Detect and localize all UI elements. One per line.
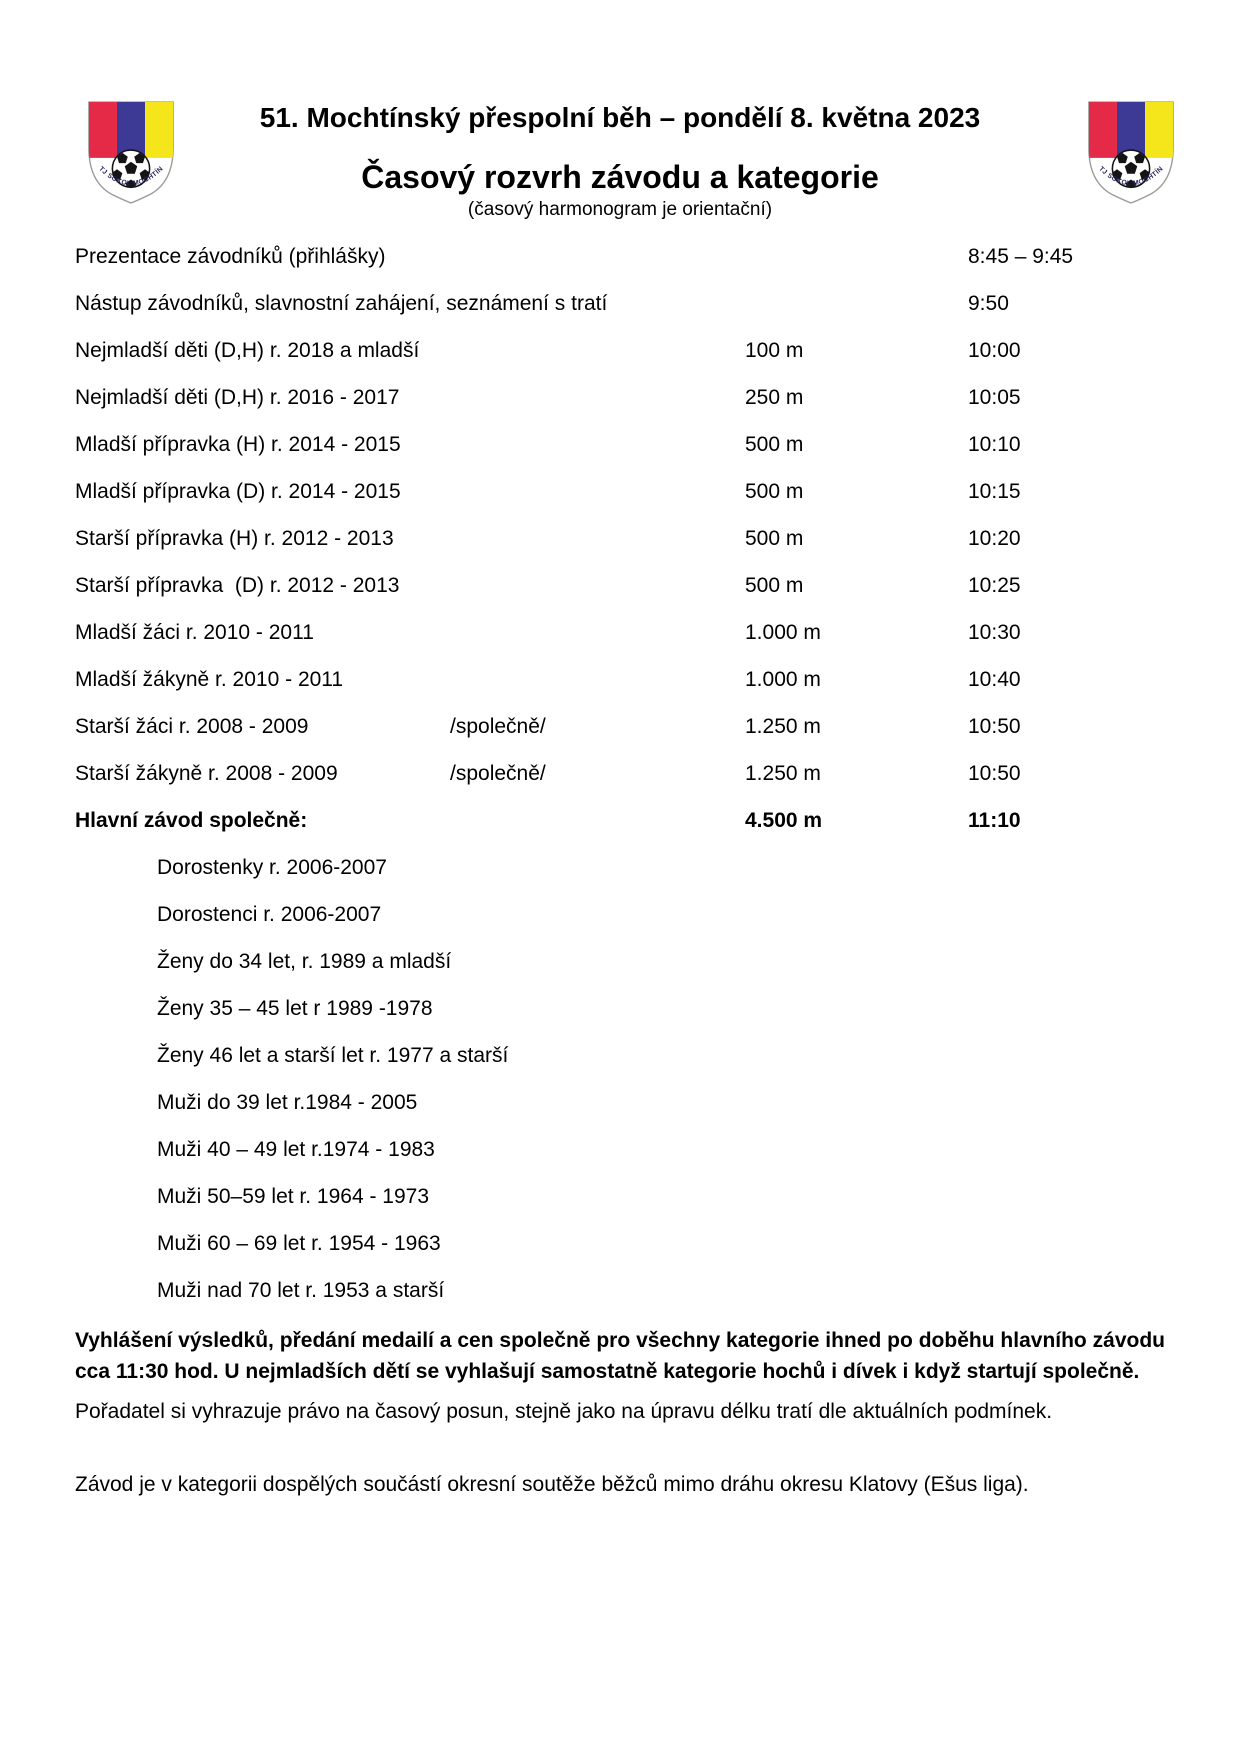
category-item: Ženy 35 – 45 let r 1989 -1978 [157,997,433,1020]
row-distance: 1.250 m [745,762,821,785]
row-time: 10:40 [968,668,1021,691]
schedule-row [75,291,1165,317]
row-time: 8:45 – 9:45 [968,245,1074,268]
schedule-row [75,573,1165,599]
club-name-text: TJ SOKOL MOCHTÍN [1097,165,1165,188]
row-time: 10:30 [968,621,1021,644]
row-label: Starší přípravka (D) r. 2012 - 2013 [75,574,400,597]
category-item: Ženy do 34 let, r. 1989 a mladší [157,950,452,973]
schedule-row [75,479,1165,505]
row-note: /společně/ [450,762,546,785]
row-label: Starší přípravka (H) r. 2012 - 2013 [75,527,394,550]
schedule-row [75,714,1165,740]
row-time: 10:50 [968,715,1021,738]
category-item: Muži nad 70 let r. 1953 a starší [157,1279,445,1302]
schedule-row [75,338,1165,364]
row-distance: 500 m [745,433,804,456]
schedule-row [75,244,1165,270]
category-item: Dorostenci r. 2006-2007 [157,903,382,926]
row-time: 9:50 [968,292,1009,315]
row-label: Prezentace závodníků (přihlášky) [75,245,386,268]
category-item: Ženy 46 let a starší let r. 1977 a starší [157,1044,509,1067]
schedule-row-main-race [75,808,1165,834]
schedule-row [75,667,1165,693]
schedule-row [75,761,1165,787]
row-distance: 4.500 m [745,809,823,832]
row-distance: 500 m [745,574,804,597]
club-badge-icon [82,97,180,207]
row-distance: 500 m [745,480,804,503]
row-time: 10:50 [968,762,1021,785]
row-label: Nejmladší děti (D,H) r. 2016 - 2017 [75,386,400,409]
row-label: Starší žákyně r. 2008 - 2009 [75,762,338,785]
row-distance: 1.250 m [745,715,821,738]
row-time: 10:05 [968,386,1021,409]
row-label: Mladší žákyně r. 2010 - 2011 [75,668,344,691]
row-label: Nástup závodníků, slavnostní zahájení, seznámení s tratí [75,292,608,315]
row-distance: 1.000 m [745,668,821,691]
row-distance: 500 m [745,527,804,550]
row-label: Hlavní závod společně: [75,809,308,832]
category-item: Muži do 39 let r.1984 - 2005 [157,1091,418,1114]
row-distance: 1.000 m [745,621,821,644]
event-title: 51. Mochtínský přespolní běh – pondělí 8. května 2023 [259,102,981,133]
club-name-text: TJ SOKOL MOCHTÍN [97,165,165,188]
row-time: 10:00 [968,339,1021,362]
organizer-note-text: Pořadatel si vyhrazuje právo na časový posun, stejně jako na úpravu délku tratí dle aktuálních podmínek. [75,1400,1053,1423]
row-label: Mladší přípravka (H) r. 2014 - 2015 [75,433,401,456]
row-time: 11:10 [968,809,1021,832]
main-race-categories [75,855,1165,1304]
row-label: Mladší přípravka (D) r. 2014 - 2015 [75,480,401,503]
row-distance: 100 m [745,339,804,362]
schedule-row [75,526,1165,552]
schedule-title: Časový rozvrh závodu a kategorie [361,159,879,195]
schedule-row [75,432,1165,458]
row-label: Nejmladší děti (D,H) r. 2018 a mladší [75,339,420,362]
row-distance: 250 m [745,386,804,409]
category-item: Muži 50–59 let r. 1964 - 1973 [157,1185,430,1208]
schedule-row [75,385,1165,411]
schedule-table [75,244,1165,834]
row-time: 10:20 [968,527,1021,550]
schedule-disclaimer: (časový harmonogram je orientační) [467,199,773,220]
row-time: 10:10 [968,433,1021,456]
league-note-text: Závod je v kategorii dospělých součástí okresní soutěže běžců mimo dráhu okresu Klatovy (Ešus liga). [75,1473,1029,1496]
category-item: Muži 60 – 69 let r. 1954 - 1963 [157,1232,441,1255]
row-label: Mladší žáci r. 2010 - 2011 [75,621,314,644]
row-label: Starší žáci r. 2008 - 2009 [75,715,309,738]
category-item: Muži 40 – 49 let r.1974 - 1983 [157,1138,435,1161]
club-badge-icon [1082,97,1180,207]
row-time: 10:25 [968,574,1021,597]
row-note: /společně/ [450,715,546,738]
header [0,0,1240,221]
row-time: 10:15 [968,480,1021,503]
results-announcement-text: Vyhlášení výsledků, předání medailí a cen společně pro všechny kategorie ihned po doběhu hlavního závodu cca 11:30 hod. U nejmladších dětí se vyhlašují samostatně kategorie hochů i dívek i když startují společně. [75,1329,1165,1383]
category-item: Dorostenky r. 2006-2007 [157,856,387,879]
schedule-row [75,620,1165,646]
